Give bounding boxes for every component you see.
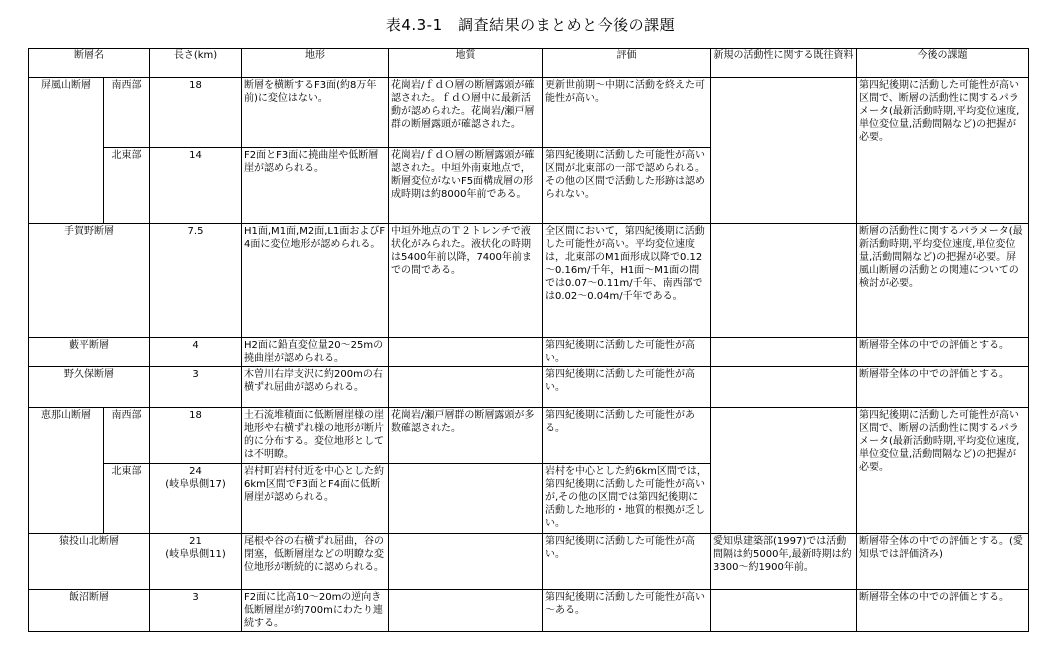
topography-cell: 尾根や谷の右横ずれ屈曲，谷の閉塞，低断層崖などの明瞭な変位地形が断続的に認められる。	[242, 534, 389, 590]
fault-name-cell: 恵那山断層	[29, 408, 104, 534]
issues-cell: 断層帯全体の中での評価とする。	[857, 367, 1029, 408]
length-cell: 3	[150, 367, 242, 408]
header-topography: 地形	[242, 49, 389, 78]
evaluation-cell: 第四紀後期に活動した可能性がある。	[543, 408, 711, 464]
evaluation-cell: 第四紀後期に活動した可能性が高い。	[543, 534, 711, 590]
prior-data-cell	[711, 367, 857, 408]
topography-cell: H2面に鉛直変位量20～25mの撓曲崖が認められる。	[242, 338, 389, 367]
geology-cell	[389, 534, 543, 590]
fault-name-cell: 飯沼断層	[29, 590, 150, 632]
length-cell: 18	[150, 408, 242, 464]
topography-cell: H1面,M1面,M2面,L1面およびF4面に変位地形が認められる。	[242, 224, 389, 338]
length-cell: 18	[150, 78, 242, 148]
table-row	[29, 367, 1029, 408]
length-cell: 14	[150, 148, 242, 224]
issues-cell: 断層帯全体の中での評価とする。	[857, 338, 1029, 367]
segment-cell: 北東部	[104, 464, 150, 534]
geology-cell: 花崗岩/ｆｄＯ層の断層露頭が確認された。ｆｄＯ層中に最新活動が認められた。花崗岩/瀬戸層群の断層露頭が確認された。	[389, 78, 543, 148]
topography-cell: 土石流堆積面に低断層崖様の崖地形や右横ずれ様の地形が断片的に分布する。変位地形としては不明瞭。	[242, 408, 389, 464]
prior-data-cell	[711, 78, 857, 224]
length-cell	[150, 534, 242, 590]
geology-cell	[389, 338, 543, 367]
evaluation-cell: 第四紀後期に活動した可能性が高い～ある。	[543, 590, 711, 632]
header-prior-data: 新規の活動性に関する既往資料	[711, 49, 857, 78]
length-cell: 4	[150, 338, 242, 367]
table-row	[29, 408, 1029, 464]
topography-cell: 木曽川右岸支沢に約200mの右横ずれ屈曲が認められる。	[242, 367, 389, 408]
geology-cell: 花崗岩/ｆｄＯ層の断層露頭が確認された。中垣外南東地点で，断層変位がないF5面構成層の形成時期は約8000年前である。	[389, 148, 543, 224]
prior-data-cell	[711, 224, 857, 338]
table-row	[29, 338, 1029, 367]
header-row	[29, 49, 1029, 78]
segment-cell: 南西部	[104, 78, 150, 148]
evaluation-cell: 更新世前期～中期に活動を終えた可能性が高い。	[543, 78, 711, 148]
table-row	[29, 78, 1029, 148]
fault-name-cell: 屏風山断層	[29, 78, 104, 224]
length-value: 24	[189, 466, 202, 477]
evaluation-cell: 第四紀後期に活動した可能性が高い。	[543, 367, 711, 408]
issues-cell: 断層帯全体の中での評価とする。	[857, 590, 1029, 632]
table-row	[29, 590, 1029, 632]
prior-data-cell: 愛知県建築部(1997)では活動間隔は約5000年,最新時期は約3300～約1900年前。	[711, 534, 857, 590]
table-row	[29, 534, 1029, 590]
geology-cell	[389, 464, 543, 534]
length-cell	[150, 464, 242, 534]
segment-cell: 南西部	[104, 408, 150, 464]
header-geology: 地質	[389, 49, 543, 78]
prior-data-cell	[711, 408, 857, 534]
fault-name-cell: 手賀野断層	[29, 224, 150, 338]
geology-cell	[389, 590, 543, 632]
evaluation-cell: 第四紀後期に活動した可能性が高い区間が北東部の一部で認められる。その他の区間で活動した形跡は認められない。	[543, 148, 711, 224]
page-title: 表4.3-1 調査結果のまとめと今後の課題	[385, 16, 676, 34]
geology-cell	[389, 367, 543, 408]
issues-cell: 第四紀後期に活動した可能性が高い区間で、断層の活動性に関するパラメータ(最新活動時期,平均変位速度,単位変位量,活動間隔など)の把握が必要。	[857, 78, 1029, 224]
topography-cell: 断層を横断するF3面(約8万年前)に変位はない。	[242, 78, 389, 148]
issues-cell: 第四紀後期に活動した可能性が高い区間で、断層の活動性に関するパラメータ(最新活動時期,平均変位速度,単位変位量,活動間隔など)の把握が必要。	[857, 408, 1029, 534]
topography-cell: 岩村町岩村付近を中心とした約6km区間でF3面とF4面に低断層崖が認められる。	[242, 464, 389, 534]
prior-data-cell	[711, 590, 857, 632]
topography-cell: F2面とF3面に撓曲崖や低断層崖が認められる。	[242, 148, 389, 224]
header-length: 長さ(km)	[150, 49, 242, 78]
fault-name-cell: 猿投山北断層	[29, 534, 150, 590]
geology-cell: 中垣外地点のＴ２トレンチで液状化がみられた。液状化の時期は5400年前以降，7400年前までの間である。	[389, 224, 543, 338]
header-fault-name: 断層名	[29, 49, 150, 78]
length-cell: 7.5	[150, 224, 242, 338]
header-evaluation: 評価	[543, 49, 711, 78]
length-note: (岐阜県側17)	[165, 479, 226, 490]
segment-cell: 北東部	[104, 148, 150, 224]
evaluation-cell: 第四紀後期に活動した可能性が高い。	[543, 338, 711, 367]
issues-cell: 断層の活動性に関するパラメータ(最新活動時期,平均変位速度,単位変位量,活動間隔など)の把握が必要。屏風山断層の活動との関連についての検討が必要。	[857, 224, 1029, 338]
length-value: 21	[189, 536, 202, 547]
length-cell: 3	[150, 590, 242, 632]
fault-name-cell: 野久保断層	[29, 367, 150, 408]
prior-data-cell	[711, 338, 857, 367]
evaluation-cell: 岩村を中心とした約6km区間では，第四紀後期に活動した可能性が高いが,その他の区間では第四紀後期に活動した地形的・地質的根拠が乏しい。	[543, 464, 711, 534]
length-note: (岐阜県側11)	[165, 549, 226, 560]
table-row	[29, 224, 1029, 338]
fault-name-cell: 藪平断層	[29, 338, 150, 367]
geology-cell: 花崗岩/瀬戸層群の断層露頭が多数確認された。	[389, 408, 543, 464]
summary-table	[28, 48, 1029, 632]
topography-cell: F2面に比高10～20mの逆向き低断層崖が約700mにわたり連続する。	[242, 590, 389, 632]
evaluation-cell: 全区間において，第四紀後期に活動した可能性が高い。平均変位速度は，北東部のM1面形成以降で0.12～0.16m/千年，H1面～M1面の間では0.07～0.11m/千年、南西部では0.02～0.04m/千年である。	[543, 224, 711, 338]
header-future-issues: 今後の課題	[857, 49, 1029, 78]
issues-cell: 断層帯全体の中での評価とする。(愛知県では評価済み)	[857, 534, 1029, 590]
